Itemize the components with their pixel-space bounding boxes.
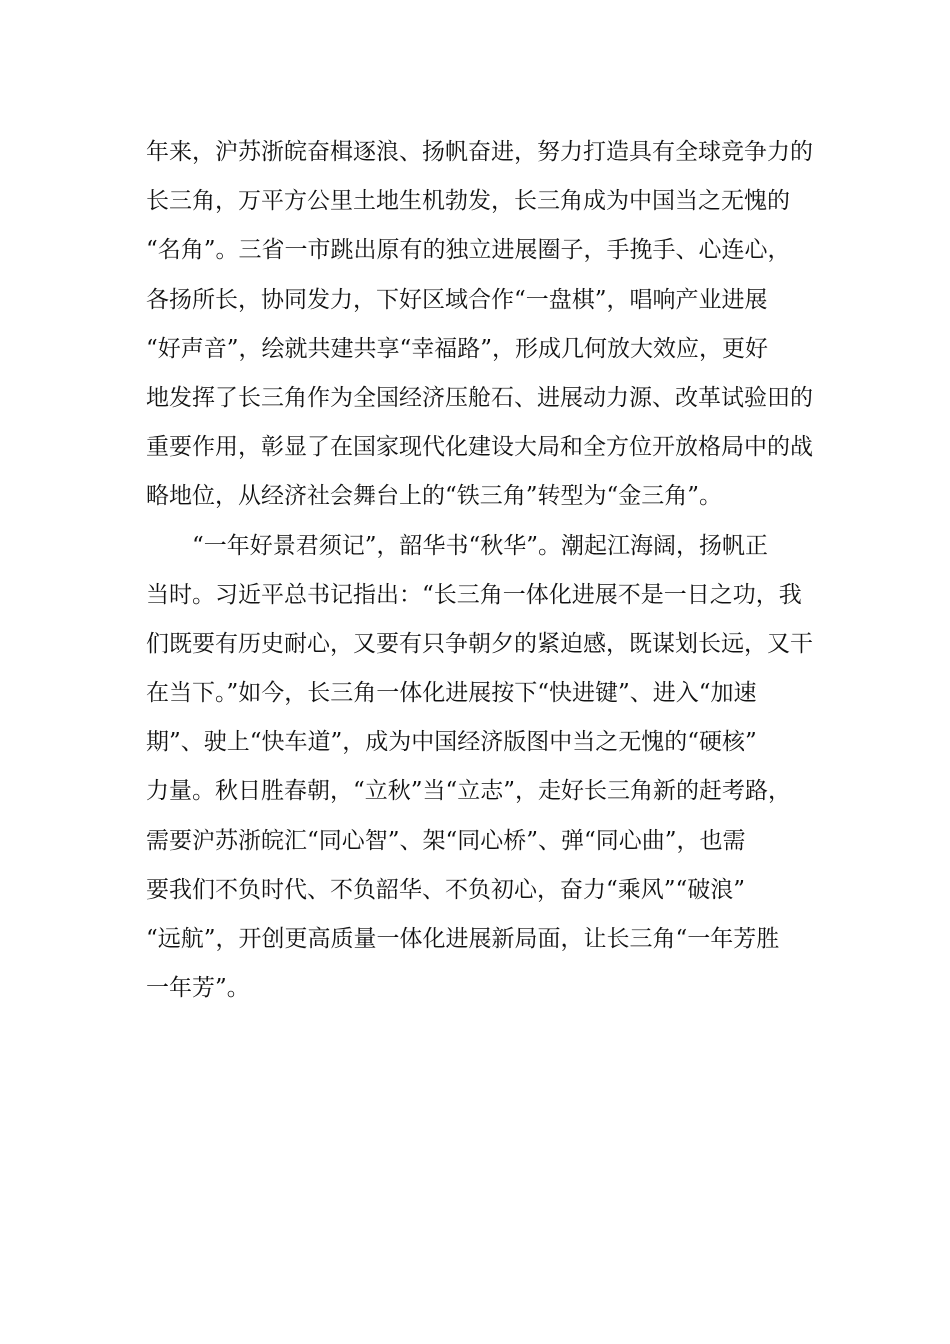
paragraph-2 [146, 522, 826, 1014]
text-line: 地发挥了长三角作为全国经济压舱石、进展动力源、改革试验田的 [146, 384, 813, 411]
text-line: 当时。习近平总书记指出：“长三角一体化进展不是一日之功，我 [146, 581, 802, 608]
paragraph-1 [146, 128, 826, 522]
text-line: “远航”，开创更高质量一体化进展新局面，让长三角“一年芳胜 [146, 926, 780, 952]
text-line: 期”、驶上“快车道”，成为中国经济版图中当之无愧的“硬核” [146, 729, 757, 756]
text-line: “名角”。三省一市跳出原有的独立进展圈子，手挽手、心连心， [146, 237, 791, 264]
text-line: 在当下。”如今，长三角一体化进展按下“快进键”、进入“加速 [146, 680, 757, 707]
text-line: 略地位，从经济社会舞台上的“铁三角”转型为“金三角”。 [146, 483, 723, 510]
document-body [146, 128, 826, 1013]
text-line: 一年芳”。 [146, 975, 250, 1002]
text-line: 们既要有历史耐心，又要有只争朝夕的紧迫感，既谋划长远，又干 [146, 630, 813, 657]
text-line: 年来，沪苏浙皖奋楫逐浪、扬帆奋进，努力打造具有全球竞争力的 [146, 139, 813, 165]
text-line: 需要沪苏浙皖汇“同心智”、架“同心桥”、弹“同心曲”，也需 [146, 827, 746, 854]
text-line: “好声音”，绘就共建共享“幸福路”，形成几何放大效应，更好 [146, 335, 769, 362]
text-line: 各扬所长，协同发力，下好区域合作“一盘棋”，唱响产业进展 [146, 286, 768, 313]
text-line: 重要作用，彰显了在国家现代化建设大局和全方位开放格局中的战 [146, 434, 813, 461]
text-line: “一年好景君须记”，韶华书“秋华”。潮起江海阔，扬帆正 [192, 532, 769, 559]
text-line: 长三角，万平方公里土地生机勃发，长三角成为中国当之无愧的 [146, 188, 790, 215]
text-line: 力量。秋日胜春朝，“立秋”当“立志”，走好长三角新的赶考路， [146, 778, 792, 805]
text-line: 要我们不负时代、不负韶华、不负初心，奋力“乘风”“破浪” [146, 876, 746, 903]
